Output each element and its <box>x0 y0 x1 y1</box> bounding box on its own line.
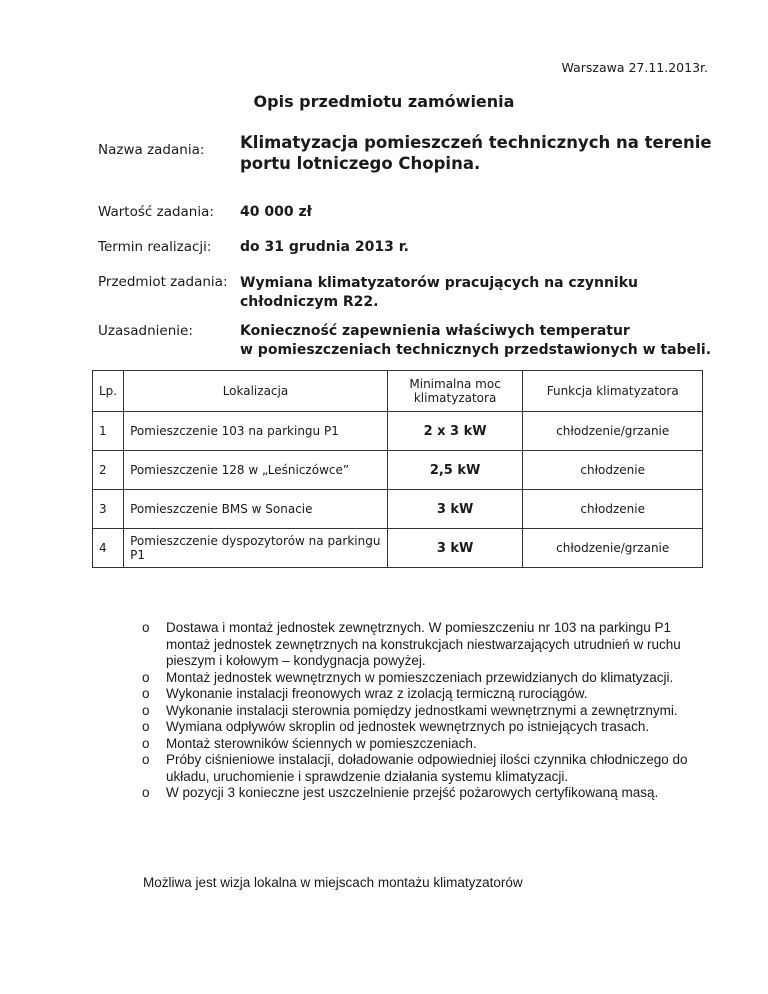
cell-min-power: 3 kW <box>387 490 523 529</box>
bullet-marker: o <box>142 752 150 767</box>
field-value-line: Konieczność zapewnienia właściwych temperatur <box>240 323 630 339</box>
field-value-task-name <box>240 132 712 174</box>
cell-location: Pomieszczenie 128 w „Leśniczówce” <box>124 451 388 490</box>
field-value-line: chłodniczym R22. <box>240 294 379 310</box>
bullet-marker: o <box>142 735 150 751</box>
list-item <box>140 620 710 670</box>
list-item <box>140 719 710 736</box>
list-item-text: W pozycji 3 konieczne jest uszczelnienie przejść pożarowych certyfikowaną masą. <box>166 785 659 800</box>
list-item <box>140 703 710 720</box>
field-label-task-name: Nazwa zadania: <box>98 142 205 158</box>
col-header-lp: Lp. <box>93 371 124 412</box>
col-header-min-power: Minimalna moc klimatyzatora <box>387 371 523 412</box>
list-item <box>140 752 710 785</box>
cell-lp: 3 <box>93 490 124 529</box>
field-label-subject: Przedmiot zadania: <box>98 274 228 290</box>
bullet-marker: o <box>142 620 150 635</box>
document-date: Warszawa 27.11.2013r. <box>561 60 708 75</box>
cell-min-power: 2 x 3 kW <box>387 412 523 451</box>
field-value-subject <box>240 274 638 312</box>
cell-location: Pomieszczenie 103 na parkingu P1 <box>124 412 388 451</box>
cell-lp: 1 <box>93 412 124 451</box>
col-header-location: Lokalizacja <box>124 371 388 412</box>
table-header-row <box>93 371 703 412</box>
cell-function: chłodzenie/grzanie <box>523 529 703 568</box>
table-row <box>93 490 703 529</box>
field-label-deadline: Termin realizacji: <box>98 239 212 255</box>
cell-min-power: 3 kW <box>387 529 523 568</box>
cell-min-power: 2,5 kW <box>387 451 523 490</box>
field-value-justification <box>240 322 711 360</box>
field-value-task-value: 40 000 zł <box>240 204 312 220</box>
list-item-text: Dostawa i montaż jednostek zewnętrznych. W pomieszczeniu nr 103 na parkingu P1 montaż jednostek zewnętrznych na konstrukcjach niestwarzających utrudnień w ruchu pieszym i kołowym – kondygnacja powyżej. <box>166 620 681 668</box>
table-row <box>93 451 703 490</box>
cell-lp: 4 <box>93 529 124 568</box>
list-item <box>140 670 710 687</box>
bullet-marker: o <box>142 686 150 701</box>
cell-location: Pomieszczenie BMS w Sonacie <box>124 490 388 529</box>
bullet-marker: o <box>142 785 150 800</box>
list-item-text: Próby ciśnieniowe instalacji, doładowanie odpowiedniej ilości czynnika chłodniczego do układu, uruchomienie i sprawdzenie działania systemu klimatyzacji. <box>166 752 688 784</box>
bullet-marker: o <box>142 669 150 685</box>
col-header-function: Funkcja klimatyzatora <box>523 371 703 412</box>
site-visit-note: Możliwa jest wizja lokalna w miejscach montażu klimatyzatorów <box>143 875 523 890</box>
cell-location: Pomieszczenie dyspozytorów na parkingu P1 <box>124 529 388 568</box>
field-label-task-value: Wartość zadania: <box>98 204 214 220</box>
table-row <box>93 412 703 451</box>
list-item <box>140 686 710 703</box>
rooms-table <box>92 370 703 568</box>
document-title: Opis przedmiotu zamówienia <box>253 92 515 111</box>
cell-function: chłodzenie <box>523 490 703 529</box>
list-item-text: Montaż jednostek wewnętrznych w pomieszczeniach przewidzianych do klimatyzacji. <box>166 669 674 685</box>
scope-list <box>140 620 710 802</box>
field-value-line: portu lotniczego Chopina. <box>240 154 481 173</box>
cell-function: chłodzenie <box>523 451 703 490</box>
list-item-text: Wykonanie instalacji freonowych wraz z izolacją termiczną rurociągów. <box>166 686 588 701</box>
cell-lp: 2 <box>93 451 124 490</box>
bullet-marker: o <box>142 719 150 734</box>
field-value-line: w pomieszczeniach technicznych przedstawionych w tabeli. <box>240 342 712 358</box>
field-value-deadline: do 31 grudnia 2013 r. <box>240 239 409 255</box>
list-item <box>140 785 710 802</box>
field-value-line: Wymiana klimatyzatorów pracujących na czynniku <box>240 275 639 291</box>
list-item-text: Wymiana odpływów skroplin od jednostek wewnętrznych po istniejących trasach. <box>166 719 650 734</box>
cell-function: chłodzenie/grzanie <box>523 412 703 451</box>
field-label-justification: Uzasadnienie: <box>98 323 193 339</box>
table-row <box>93 529 703 568</box>
field-value-line: Klimatyzacja pomieszczeń technicznych na terenie <box>240 133 712 152</box>
list-item <box>140 736 710 753</box>
bullet-marker: o <box>142 702 150 718</box>
list-item-text: Wykonanie instalacji sterownia pomiędzy jednostkami wewnętrznymi a zewnętrznymi. <box>166 702 678 718</box>
list-item-text: Montaż sterowników ściennych w pomieszczeniach. <box>166 735 477 751</box>
